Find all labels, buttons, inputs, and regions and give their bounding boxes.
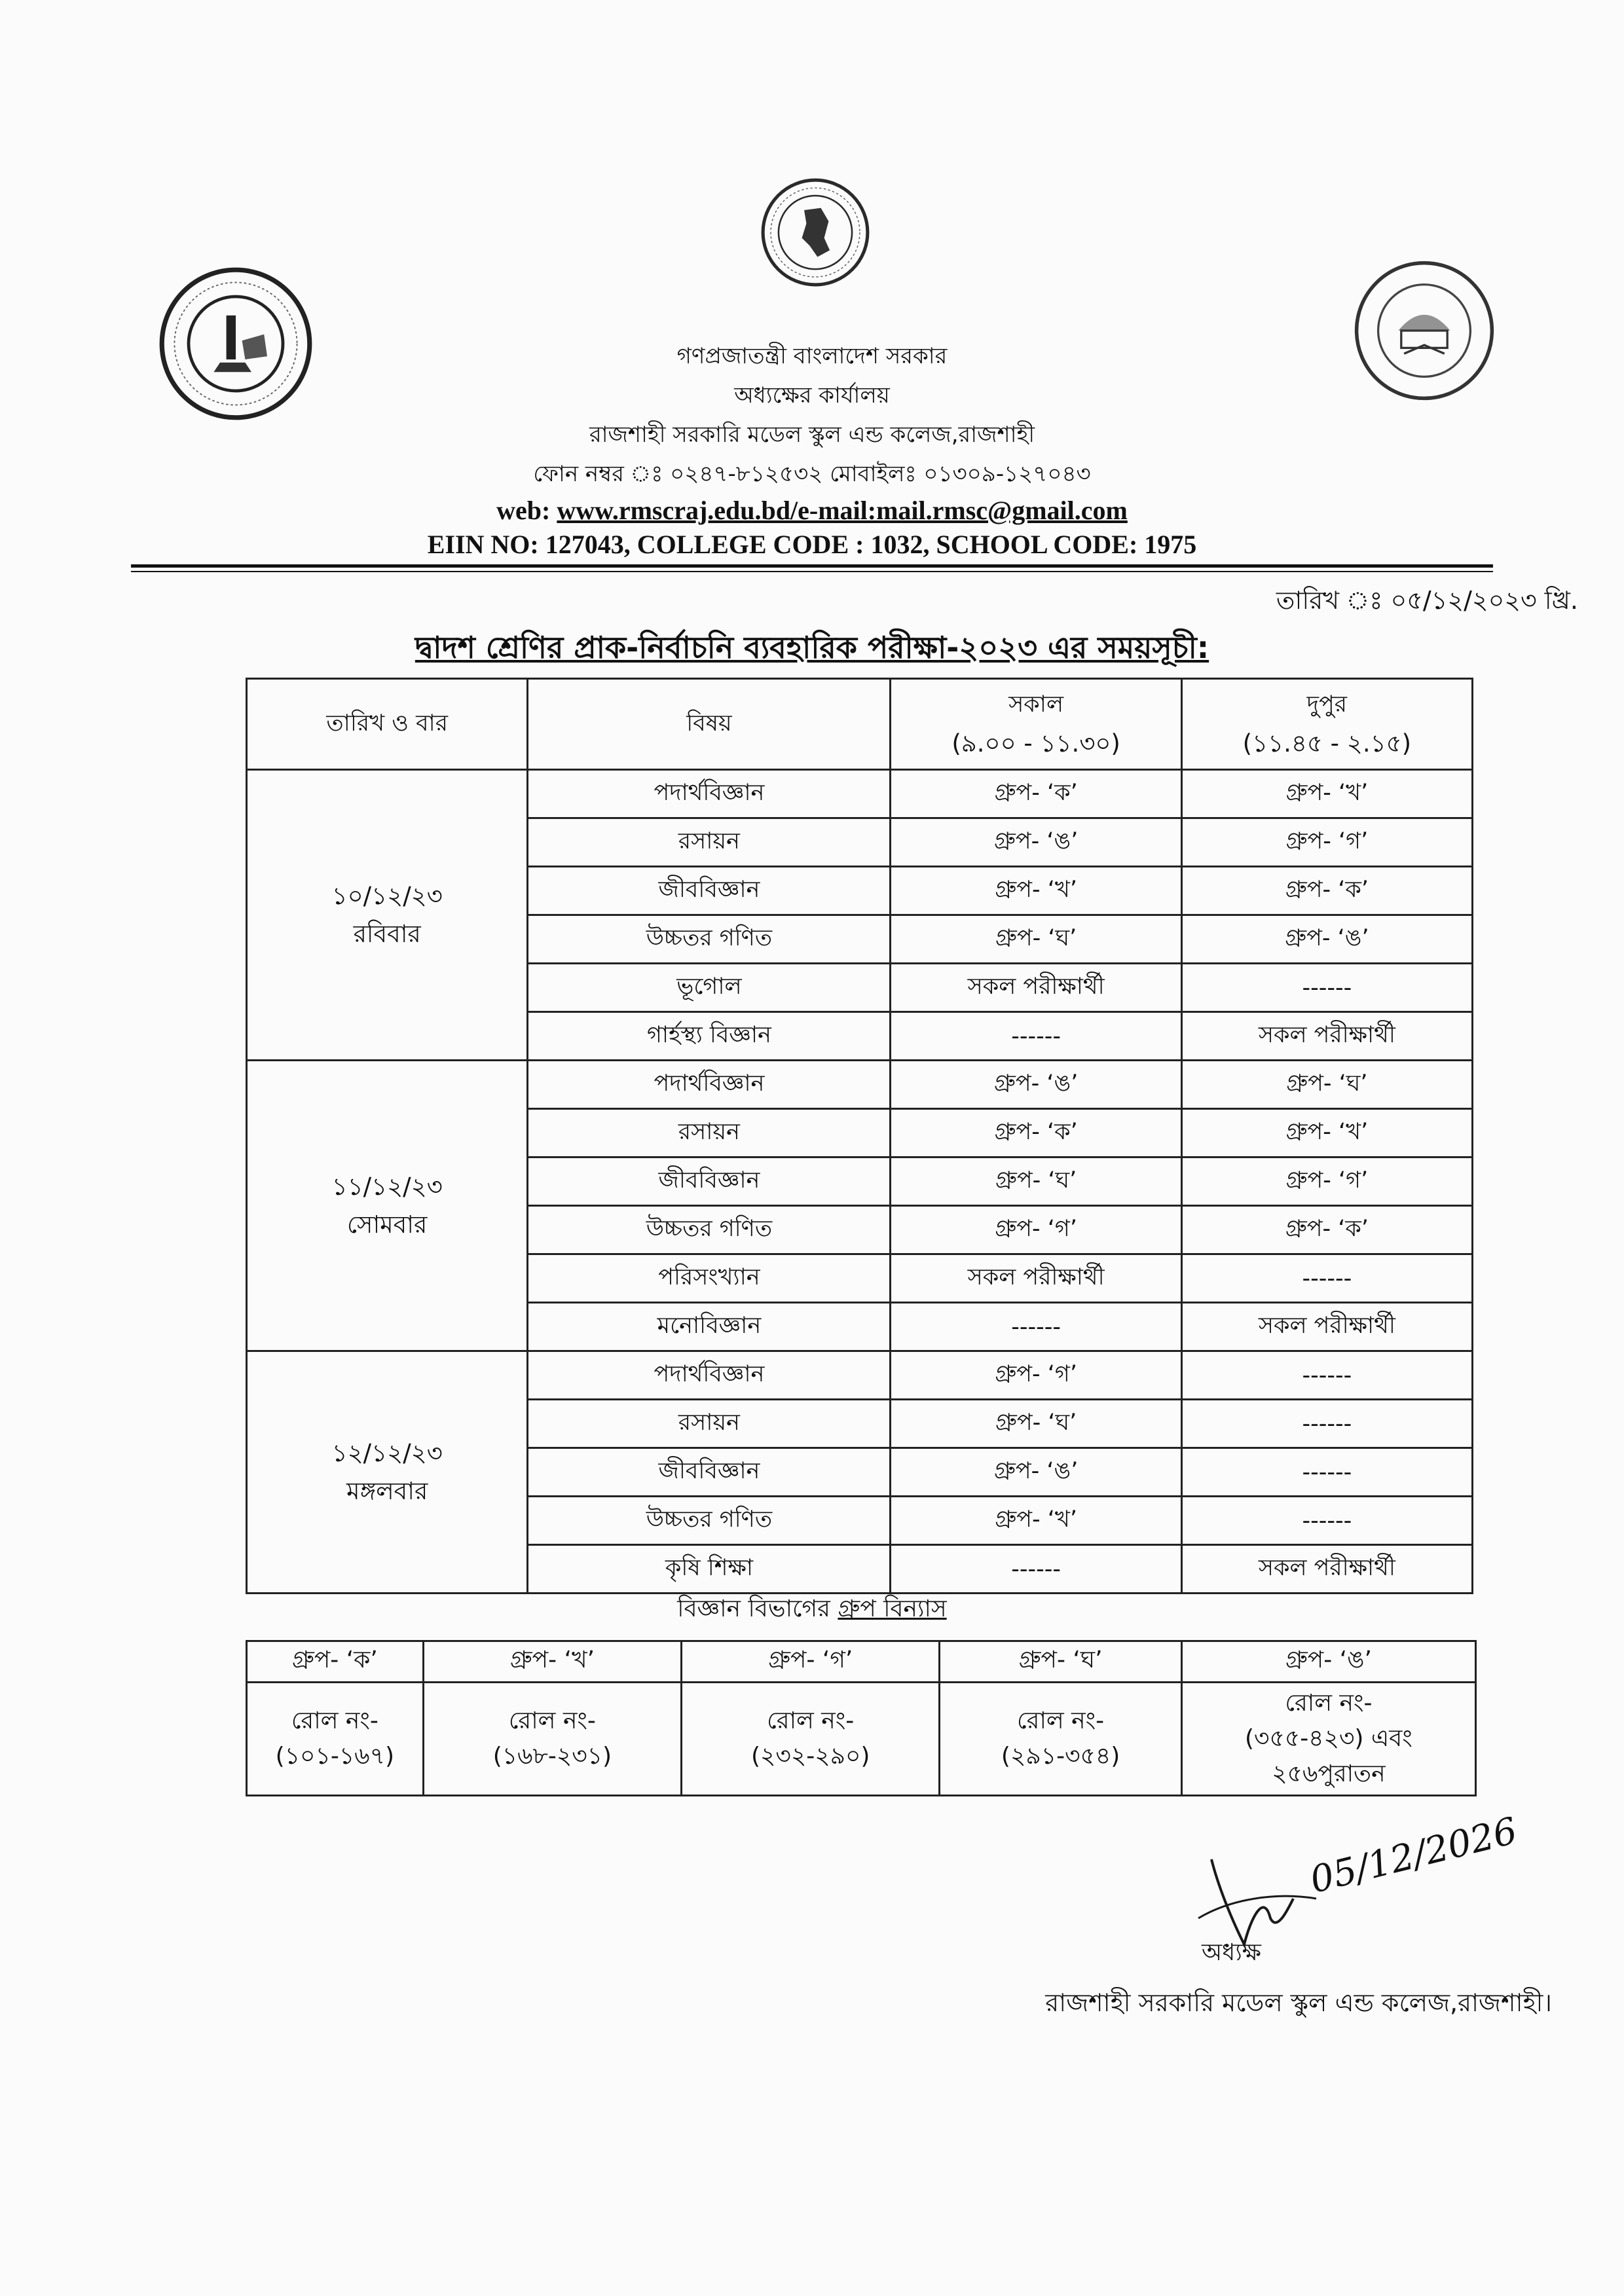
group-roll-cell: [423, 1683, 681, 1796]
roll-range-text: রোল নং-: [1017, 1707, 1105, 1734]
group-name: গ্রুপ- ‘ঘ’: [940, 1641, 1181, 1683]
morning-cell: গ্রুপ- ‘গ’: [891, 1206, 1181, 1254]
roll-range-text: রোল নং-: [767, 1707, 855, 1734]
noon-cell: গ্রুপ- ‘খ’: [1181, 770, 1472, 818]
group-name: গ্রুপ- ‘গ’: [682, 1641, 940, 1683]
signature-institution: রাজশাহী সরকারি মডেল স্কুল এন্ড কলেজ,রাজশাহী।: [1045, 1988, 1552, 2017]
noon-cell: গ্রুপ- ‘ঘ’: [1181, 1061, 1472, 1109]
noon-cell: গ্রুপ- ‘ঙ’: [1181, 915, 1472, 964]
morning-cell: গ্রুপ- ‘ঘ’: [891, 1157, 1181, 1206]
group-caption-prefix: বিজ্ঞান বিভাগের: [677, 1595, 838, 1622]
subject-cell: রসায়ন: [528, 818, 891, 867]
subject-cell: পদার্থবিজ্ঞান: [528, 1061, 891, 1109]
noon-cell: গ্রুপ- ‘গ’: [1181, 1157, 1472, 1206]
table-row: [247, 1061, 1473, 1109]
morning-cell: ------: [891, 1012, 1181, 1061]
date-day-cell: [247, 1061, 528, 1351]
noon-cell: সকল পরীক্ষার্থী: [1181, 1012, 1472, 1061]
morning-cell: ------: [891, 1303, 1181, 1351]
group-roll-cell: [1181, 1683, 1475, 1796]
noon-cell: সকল পরীক্ষার্থী: [1181, 1303, 1472, 1351]
subject-cell: উচ্চতর গণিত: [528, 1497, 891, 1545]
col-morning-label: সকাল: [1008, 691, 1064, 718]
header-rule-thin: [131, 571, 1493, 572]
noon-cell: গ্রুপ- ‘ক’: [1181, 867, 1472, 915]
header-rule-thick: [131, 564, 1493, 568]
exam-weekday: রবিবার: [353, 919, 421, 948]
date-day-cell: [247, 770, 528, 1061]
noon-cell: ------: [1181, 964, 1472, 1012]
morning-cell: গ্রুপ- ‘খ’: [891, 1497, 1181, 1545]
exam-date: ১০/১২/২৩: [331, 881, 443, 910]
table-row: [247, 1351, 1473, 1400]
morning-cell: গ্রুপ- ‘গ’: [891, 1351, 1181, 1400]
morning-cell: সকল পরীক্ষার্থী: [891, 964, 1181, 1012]
roll-range-text: ২৫৬পুরাতন: [1272, 1760, 1386, 1787]
subject-cell: গার্হস্থ্য বিজ্ঞান: [528, 1012, 891, 1061]
noon-cell: গ্রুপ- ‘গ’: [1181, 818, 1472, 867]
col-subject: বিষয়: [528, 679, 891, 770]
noon-cell: ------: [1181, 1400, 1472, 1448]
header-web: [0, 495, 1624, 526]
group-roll-cell: [940, 1683, 1181, 1796]
header-eiin: EIIN NO: 127043, COLLEGE CODE : 1032, SCHOOL CODE: 1975: [427, 530, 1197, 559]
roll-range-text: (২৯১-৩৫৪): [1001, 1743, 1120, 1770]
schedule-body: [247, 770, 1473, 1594]
noon-cell: সকল পরীক্ষার্থী: [1181, 1545, 1472, 1594]
schedule-table: [246, 678, 1473, 1594]
date-day-cell: [247, 1351, 528, 1594]
col-morning: [891, 679, 1181, 770]
roll-range-text: (২৩২-২৯০): [750, 1743, 870, 1770]
group-layout-caption: [0, 1591, 1624, 1630]
noon-cell: ------: [1181, 1351, 1472, 1400]
col-noon-label: দুপুর: [1306, 691, 1348, 718]
subject-cell: রসায়ন: [528, 1109, 891, 1157]
subject-cell: রসায়ন: [528, 1400, 891, 1448]
roll-range-text: (১০১-১৬৭): [275, 1743, 395, 1770]
morning-cell: গ্রুপ- ‘খ’: [891, 867, 1181, 915]
group-roll-row: [247, 1683, 1476, 1796]
subject-cell: কৃষি শিক্ষা: [528, 1545, 891, 1594]
noon-cell: ------: [1181, 1448, 1472, 1497]
web-prefix: web:: [496, 496, 557, 525]
morning-cell: গ্রুপ- ‘ঙ’: [891, 818, 1181, 867]
noon-cell: গ্রুপ- ‘ক’: [1181, 1206, 1472, 1254]
exam-weekday: মঙ্গলবার: [346, 1476, 428, 1505]
subject-cell: পদার্থবিজ্ঞান: [528, 770, 891, 818]
group-header-row: [247, 1641, 1476, 1683]
morning-cell: সকল পরীক্ষার্থী: [891, 1254, 1181, 1303]
web-email-link[interactable]: www.rmscraj.edu.bd/e-mail:mail.rmsc@gmail.com: [557, 496, 1128, 525]
header-office: অধ্যক্ষের কার্যালয়: [734, 382, 890, 409]
morning-cell: গ্রুপ- ‘ঙ’: [891, 1061, 1181, 1109]
group-roll-cell: [247, 1683, 424, 1796]
subject-cell: উচ্চতর গণিত: [528, 915, 891, 964]
morning-cell: গ্রুপ- ‘ঘ’: [891, 1400, 1181, 1448]
col-date-day: তারিখ ও বার: [247, 679, 528, 770]
exam-date: ১১/১২/২৩: [331, 1172, 443, 1201]
morning-cell: গ্রুপ- ‘ঘ’: [891, 915, 1181, 964]
roll-range-text: রোল নং-: [291, 1707, 378, 1734]
roll-range-text: রোল নং-: [1285, 1690, 1373, 1717]
group-roll-cell: [682, 1683, 940, 1796]
signature-title: অধ্যক্ষ: [1202, 1939, 1261, 1966]
roll-range-text: (১৬৮-২৩১): [492, 1743, 612, 1770]
group-name: গ্রুপ- ‘খ’: [423, 1641, 681, 1683]
morning-cell: গ্রুপ- ‘ঙ’: [891, 1448, 1181, 1497]
subject-cell: জীববিজ্ঞান: [528, 1157, 891, 1206]
header-government: গণপ্রজাতন্ত্রী বাংলাদেশ সরকার: [676, 343, 948, 369]
page-title: দ্বাদশ শ্রেণির প্রাক-নির্বাচনি ব্যবহারিক পরীক্ষা-২০২৩ এর সময়সূচী:: [415, 630, 1209, 665]
noon-cell: ------: [1181, 1254, 1472, 1303]
subject-cell: উচ্চতর গণিত: [528, 1206, 891, 1254]
header-phone: ফোন নম্বর ঃ ০২৪৭-৮১২৫৩২ মোবাইলঃ ০১৩০৯-১২৭০৪৩: [533, 461, 1091, 487]
schedule-header-row: [247, 679, 1473, 770]
subject-cell: জীববিজ্ঞান: [528, 1448, 891, 1497]
roll-range-text: রোল নং-: [508, 1707, 596, 1734]
col-noon: [1181, 679, 1472, 770]
table-row: [247, 770, 1473, 818]
roll-range-text: (৩৫৫-৪২৩) এবং: [1245, 1725, 1412, 1752]
subject-cell: মনোবিজ্ঞান: [528, 1303, 891, 1351]
exam-date: ১২/১২/২৩: [331, 1438, 443, 1467]
notice-date: তারিখ ঃ ০৫/১২/২০২৩ খ্রি.: [1276, 586, 1578, 615]
noon-cell: গ্রুপ- ‘খ’: [1181, 1109, 1472, 1157]
col-noon-time: (১১.৪৫ - ২.১৫): [1242, 729, 1412, 757]
col-morning-time: (৯.০০ - ১১.৩০): [951, 729, 1120, 757]
subject-cell: পদার্থবিজ্ঞান: [528, 1351, 891, 1400]
subject-cell: জীববিজ্ঞান: [528, 867, 891, 915]
signature-date: 05/12/2026: [1306, 1809, 1522, 1902]
exam-weekday: সোমবার: [346, 1210, 428, 1239]
noon-cell: ------: [1181, 1497, 1472, 1545]
subject-cell: পরিসংখ্যান: [528, 1254, 891, 1303]
group-table: [246, 1640, 1477, 1796]
header-institution: রাজশাহী সরকারি মডেল স্কুল এন্ড কলেজ,রাজশাহী: [589, 422, 1035, 448]
group-name: গ্রুপ- ‘ক’: [247, 1641, 424, 1683]
morning-cell: গ্রুপ- ‘ক’: [891, 770, 1181, 818]
group-name: গ্রুপ- ‘ঙ’: [1181, 1641, 1475, 1683]
morning-cell: গ্রুপ- ‘ক’: [891, 1109, 1181, 1157]
morning-cell: ------: [891, 1545, 1181, 1594]
group-caption-title: গ্রুপ বিন্যাস: [838, 1595, 947, 1622]
government-seal-logo: [760, 177, 871, 288]
subject-cell: ভূগোল: [528, 964, 891, 1012]
